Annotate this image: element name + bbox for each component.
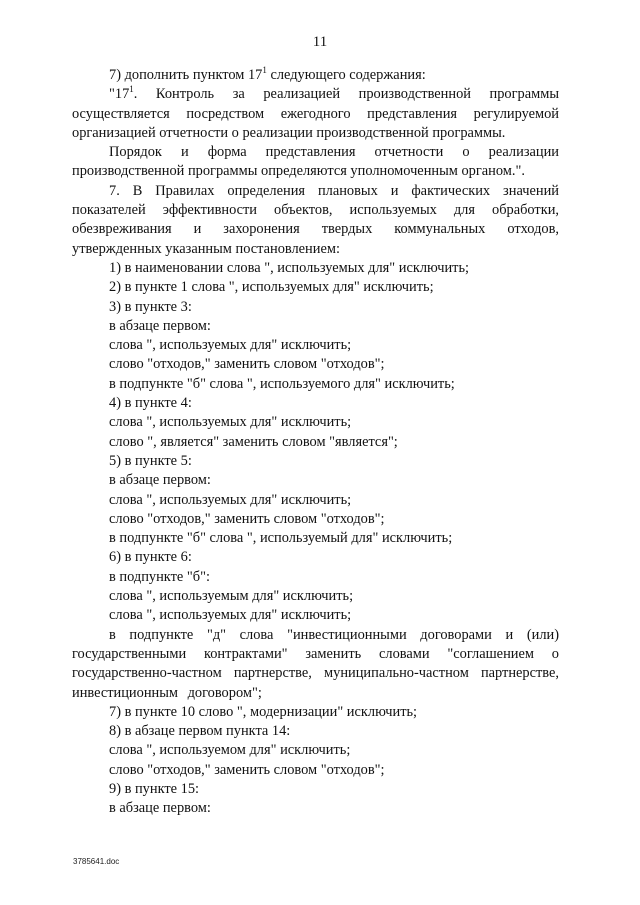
list-item: 3) в пункте 3: xyxy=(109,298,192,315)
paragraph-new-clause-17-1: "$17^1$. Контроль за реализацией производственной программы осуществляется посредством ежегодного представления регулируемой организацией отчетности о реализации производственной программы. xyxy=(72,85,559,141)
list-item: слова ", используемых для" исключить; xyxy=(109,491,352,508)
paragraph-subclause-d: в подпункте "д" слова "инвестиционными договорами и (или) государственными контрактами" заменить словами "соглашением о государственно-частном партнерстве, муниципально-частном партнерстве, инвестиционным договором"; xyxy=(72,626,559,701)
list-item: в подпункте "б" слова ", используемого для" исключить; xyxy=(109,375,455,392)
paragraph-item-7: 7) дополнить пунктом $17^1$ следующего содержания: xyxy=(109,66,426,83)
list-item: 9) в пункте 15: xyxy=(109,780,200,797)
list-item: слова ", используемых для" исключить; xyxy=(109,337,352,354)
list-item: 1) в наименовании слова ", используемых для" исключить; xyxy=(109,259,470,276)
list-item: в абзаце первом: xyxy=(109,800,211,817)
page-number: 11 xyxy=(312,34,328,50)
list-item: 5) в пункте 5: xyxy=(109,452,192,469)
list-item: слова ", используемых для" исключить; xyxy=(109,607,352,624)
list-item: в абзаце первом: xyxy=(109,472,211,489)
list-item: слова ", используемым для" исключить; xyxy=(109,588,354,605)
list-item: 8) в абзаце первом пункта 14: xyxy=(109,723,291,740)
list-item: слово "отходов," заменить словом "отходов"; xyxy=(109,510,385,527)
document-filename: 3785641.doc xyxy=(73,857,120,866)
list-item: слова ", используемых для" исключить; xyxy=(109,414,352,431)
list-item: в абзаце первом: xyxy=(109,317,211,334)
list-item: в подпункте "б": xyxy=(109,568,210,585)
list-item: 7) в пункте 10 слово ", модернизации" исключить; xyxy=(109,703,418,720)
list-item: в подпункте "б" слова ", используемый для" исключить; xyxy=(109,530,453,547)
list-item: слово "отходов," заменить словом "отходов"; xyxy=(109,761,385,778)
list-item: 4) в пункте 4: xyxy=(109,395,192,412)
list-item: слова ", используемом для" исключить; xyxy=(109,742,351,759)
paragraph-report-procedure: Порядок и форма представления отчетности о реализации производственной программы определяются уполномоченным органом.". xyxy=(72,144,559,180)
document-body xyxy=(72,66,559,819)
list-item: слово "отходов," заменить словом "отходов"; xyxy=(109,356,385,373)
list-item: слово ", является" заменить словом "является"; xyxy=(109,433,398,450)
paragraph-section-7: 7. В Правилах определения плановых и фактических значений показателей эффективности объектов, используемых для обработки, обезвреживания и захоронения твердых коммунальных отходов, утвержденных указанным постановлением: xyxy=(72,182,559,257)
list-item: 6) в пункте 6: xyxy=(109,549,192,566)
list-item: 2) в пункте 1 слова ", используемых для" исключить; xyxy=(109,279,434,296)
